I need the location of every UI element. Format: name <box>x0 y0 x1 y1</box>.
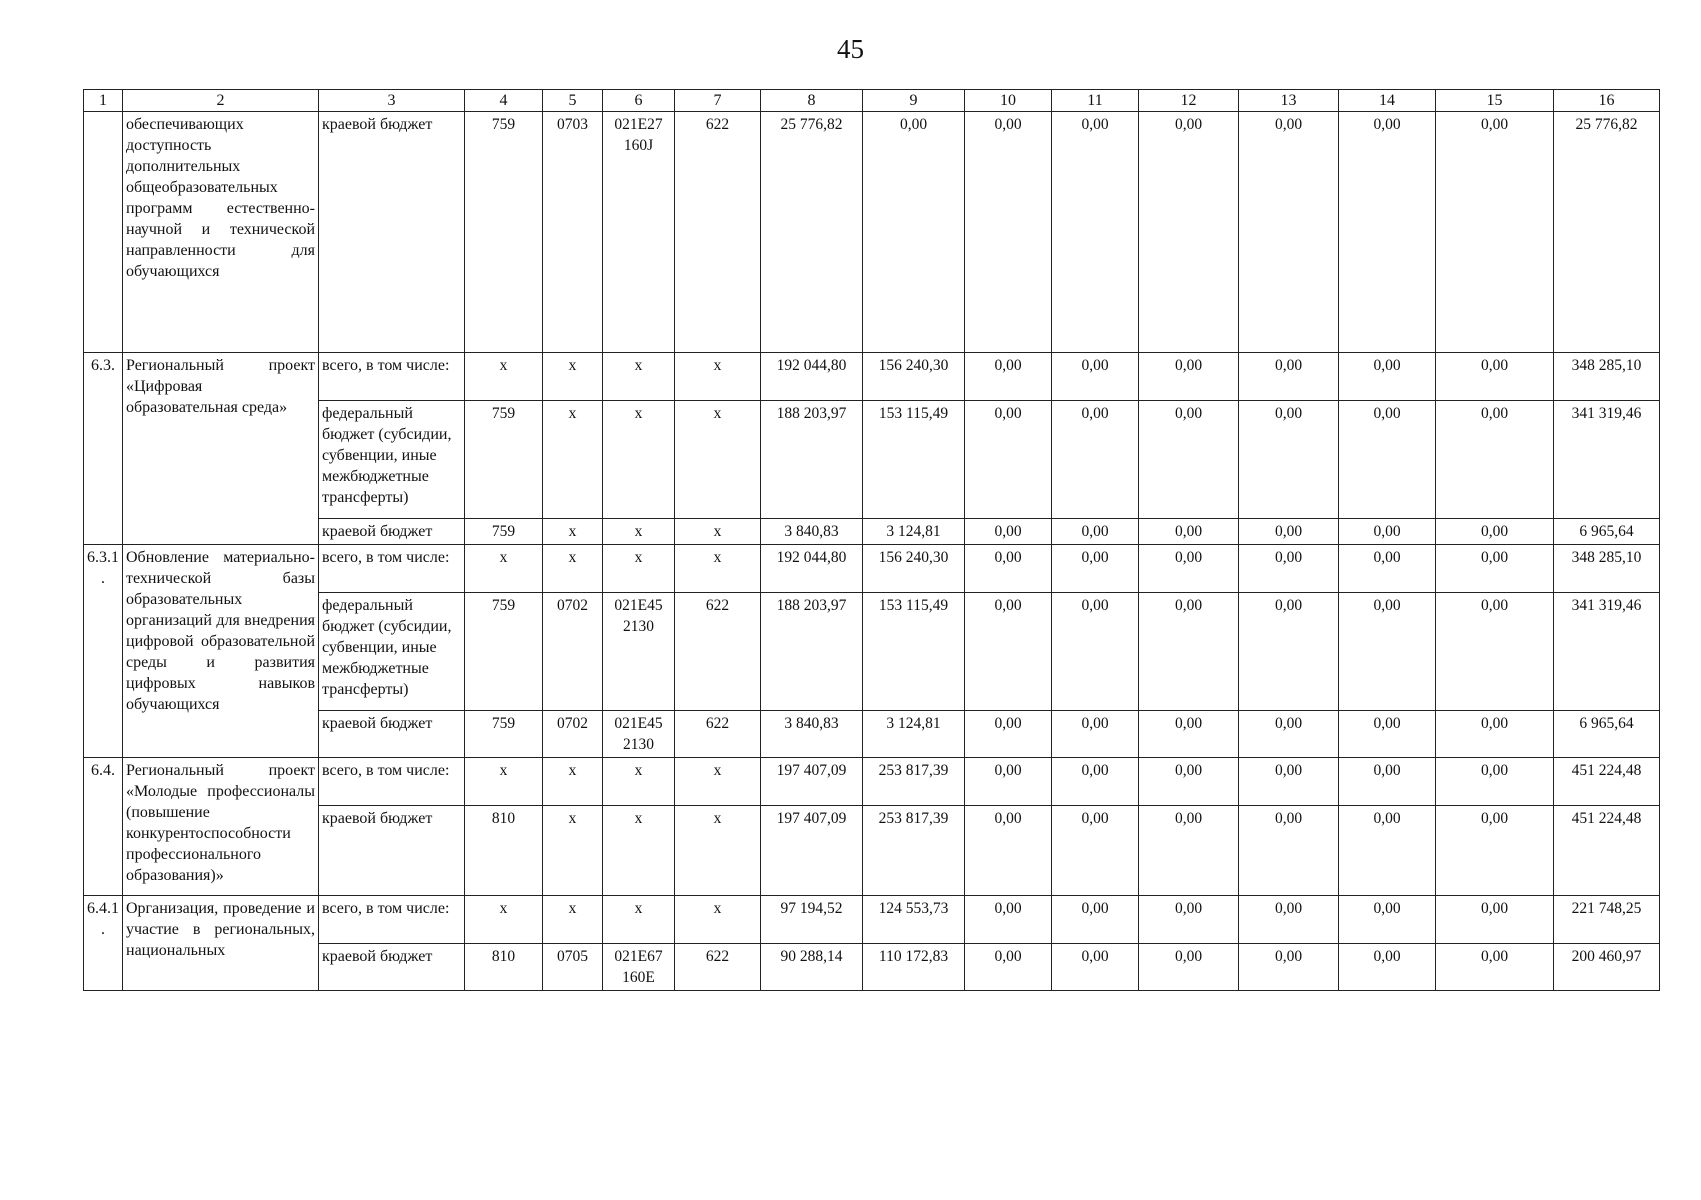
value-2019-cell: 97 194,52 <box>761 896 863 944</box>
value-2022-cell: 0,00 <box>1052 896 1139 944</box>
target-code-cell: x <box>603 401 675 519</box>
value-2024-cell: 0,00 <box>1239 758 1339 806</box>
table-row <box>84 401 1660 519</box>
section-code-cell: x <box>543 353 603 401</box>
value-2021-cell: 0,00 <box>965 806 1052 896</box>
value-2025-cell: 0,00 <box>1339 519 1436 545</box>
value-2024-cell: 0,00 <box>1239 112 1339 353</box>
header-row <box>84 90 1660 112</box>
gr-code-cell: 759 <box>465 711 543 758</box>
value-2021-cell: 0,00 <box>965 711 1052 758</box>
value-2024-cell: 0,00 <box>1239 519 1339 545</box>
value-2026-cell: 0,00 <box>1436 711 1554 758</box>
value-2025-cell: 0,00 <box>1339 593 1436 711</box>
header-cell: 4 <box>465 90 543 112</box>
funding-source-cell: всего, в том числе: <box>319 758 465 806</box>
expense-type-cell: x <box>675 519 761 545</box>
table-row <box>84 758 1660 806</box>
value-2022-cell: 0,00 <box>1052 353 1139 401</box>
expense-type-cell: x <box>675 896 761 944</box>
header-cell: 6 <box>603 90 675 112</box>
value-total-cell: 6 965,64 <box>1554 519 1660 545</box>
value-2023-cell: 0,00 <box>1139 944 1239 991</box>
header-cell: 8 <box>761 90 863 112</box>
page-number: 45 <box>837 34 864 64</box>
funding-source-cell: всего, в том числе: <box>319 896 465 944</box>
value-2021-cell: 0,00 <box>965 896 1052 944</box>
value-total-cell: 348 285,10 <box>1554 353 1660 401</box>
header-cell: 15 <box>1436 90 1554 112</box>
value-2026-cell: 0,00 <box>1436 545 1554 593</box>
value-2024-cell: 0,00 <box>1239 353 1339 401</box>
value-2020-cell: 253 817,39 <box>863 758 965 806</box>
target-code-cell: 021E67 160E <box>603 944 675 991</box>
header-cell: 1 <box>84 90 123 112</box>
value-2026-cell: 0,00 <box>1436 896 1554 944</box>
value-total-cell: 348 285,10 <box>1554 545 1660 593</box>
section-code-cell: 0702 <box>543 711 603 758</box>
header-cell: 5 <box>543 90 603 112</box>
value-2023-cell: 0,00 <box>1139 896 1239 944</box>
value-2019-cell: 3 840,83 <box>761 711 863 758</box>
table-row <box>84 519 1660 545</box>
expense-type-cell: 622 <box>675 711 761 758</box>
table-row <box>84 896 1660 944</box>
value-2020-cell: 156 240,30 <box>863 353 965 401</box>
gr-code-cell: 810 <box>465 806 543 896</box>
funding-source-cell: краевой бюджет <box>319 806 465 896</box>
value-2020-cell: 3 124,81 <box>863 711 965 758</box>
value-2022-cell: 0,00 <box>1052 711 1139 758</box>
table-row <box>84 112 1660 353</box>
value-2020-cell: 153 115,49 <box>863 593 965 711</box>
value-2020-cell: 253 817,39 <box>863 806 965 896</box>
value-2026-cell: 0,00 <box>1436 806 1554 896</box>
value-2021-cell: 0,00 <box>965 593 1052 711</box>
row-number-cell: 6.4.1. <box>84 896 123 991</box>
header-cell: 11 <box>1052 90 1139 112</box>
expense-type-cell: 622 <box>675 593 761 711</box>
value-2021-cell: 0,00 <box>965 519 1052 545</box>
gr-code-cell: x <box>465 545 543 593</box>
row-number-cell <box>84 112 123 353</box>
value-total-cell: 200 460,97 <box>1554 944 1660 991</box>
target-code-cell: 021E45 2130 <box>603 593 675 711</box>
value-2022-cell: 0,00 <box>1052 112 1139 353</box>
value-2023-cell: 0,00 <box>1139 545 1239 593</box>
funding-source-cell: федеральный бюджет (субсидии, субвенции, иные межбюджетные трансферты) <box>319 401 465 519</box>
value-2024-cell: 0,00 <box>1239 545 1339 593</box>
value-2019-cell: 192 044,80 <box>761 353 863 401</box>
gr-code-cell: 759 <box>465 593 543 711</box>
activity-name-cell: Региональный проект «Молодые профессионалы (повышение конкурентоспособности профессионального образования)» <box>123 758 319 896</box>
budget-table <box>83 89 1660 991</box>
value-2026-cell: 0,00 <box>1436 519 1554 545</box>
value-2019-cell: 188 203,97 <box>761 401 863 519</box>
value-2022-cell: 0,00 <box>1052 758 1139 806</box>
value-2023-cell: 0,00 <box>1139 758 1239 806</box>
table-body <box>84 90 1660 991</box>
value-2025-cell: 0,00 <box>1339 353 1436 401</box>
gr-code-cell: 759 <box>465 401 543 519</box>
header-cell: 13 <box>1239 90 1339 112</box>
table-row <box>84 593 1660 711</box>
value-2020-cell: 0,00 <box>863 112 965 353</box>
table-row <box>84 545 1660 593</box>
section-code-cell: x <box>543 806 603 896</box>
value-total-cell: 451 224,48 <box>1554 758 1660 806</box>
target-code-cell: 021E45 2130 <box>603 711 675 758</box>
value-2019-cell: 25 776,82 <box>761 112 863 353</box>
value-total-cell: 221 748,25 <box>1554 896 1660 944</box>
value-2019-cell: 3 840,83 <box>761 519 863 545</box>
value-2025-cell: 0,00 <box>1339 545 1436 593</box>
activity-name-cell: Региональный проект «Цифровая образовательная среда» <box>123 353 319 545</box>
value-2024-cell: 0,00 <box>1239 806 1339 896</box>
value-2021-cell: 0,00 <box>965 758 1052 806</box>
section-code-cell: 0702 <box>543 593 603 711</box>
expense-type-cell: x <box>675 401 761 519</box>
row-number-cell: 6.3. <box>84 353 123 545</box>
expense-type-cell: x <box>675 758 761 806</box>
funding-source-cell: краевой бюджет <box>319 944 465 991</box>
value-2023-cell: 0,00 <box>1139 519 1239 545</box>
expense-type-cell: x <box>675 353 761 401</box>
expense-type-cell: 622 <box>675 944 761 991</box>
gr-code-cell: x <box>465 353 543 401</box>
value-total-cell: 341 319,46 <box>1554 401 1660 519</box>
header-cell: 10 <box>965 90 1052 112</box>
value-2025-cell: 0,00 <box>1339 896 1436 944</box>
value-2021-cell: 0,00 <box>965 401 1052 519</box>
header-cell: 3 <box>319 90 465 112</box>
gr-code-cell: 759 <box>465 519 543 545</box>
value-total-cell: 25 776,82 <box>1554 112 1660 353</box>
value-total-cell: 6 965,64 <box>1554 711 1660 758</box>
value-2026-cell: 0,00 <box>1436 758 1554 806</box>
value-2024-cell: 0,00 <box>1239 944 1339 991</box>
activity-name-cell: обеспечивающих доступность дополнительных общеобразовательных программ естественно-научной и технической направленности для обучающихся <box>123 112 319 353</box>
value-2025-cell: 0,00 <box>1339 401 1436 519</box>
table-row <box>84 353 1660 401</box>
value-total-cell: 451 224,48 <box>1554 806 1660 896</box>
value-2020-cell: 110 172,83 <box>863 944 965 991</box>
value-2025-cell: 0,00 <box>1339 112 1436 353</box>
value-2019-cell: 90 288,14 <box>761 944 863 991</box>
value-2026-cell: 0,00 <box>1436 401 1554 519</box>
value-2023-cell: 0,00 <box>1139 112 1239 353</box>
row-number-cell: 6.3.1. <box>84 545 123 758</box>
value-2022-cell: 0,00 <box>1052 593 1139 711</box>
value-2019-cell: 188 203,97 <box>761 593 863 711</box>
value-2019-cell: 197 407,09 <box>761 758 863 806</box>
section-code-cell: x <box>543 401 603 519</box>
activity-name-cell: Организация, проведение и участие в региональных, национальных <box>123 896 319 991</box>
funding-source-cell: всего, в том числе: <box>319 545 465 593</box>
value-2021-cell: 0,00 <box>965 545 1052 593</box>
expense-type-cell: x <box>675 806 761 896</box>
value-2022-cell: 0,00 <box>1052 806 1139 896</box>
value-2025-cell: 0,00 <box>1339 944 1436 991</box>
header-cell: 7 <box>675 90 761 112</box>
funding-source-cell: краевой бюджет <box>319 711 465 758</box>
section-code-cell: 0705 <box>543 944 603 991</box>
target-code-cell: x <box>603 806 675 896</box>
value-2023-cell: 0,00 <box>1139 806 1239 896</box>
value-2022-cell: 0,00 <box>1052 545 1139 593</box>
value-2026-cell: 0,00 <box>1436 112 1554 353</box>
target-code-cell: x <box>603 353 675 401</box>
header-cell: 9 <box>863 90 965 112</box>
value-2021-cell: 0,00 <box>965 112 1052 353</box>
table-row <box>84 944 1660 991</box>
target-code-cell: x <box>603 519 675 545</box>
header-cell: 12 <box>1139 90 1239 112</box>
funding-source-cell: краевой бюджет <box>319 519 465 545</box>
table-row <box>84 711 1660 758</box>
header-cell: 14 <box>1339 90 1436 112</box>
gr-code-cell: 759 <box>465 112 543 353</box>
expense-type-cell: x <box>675 545 761 593</box>
value-2020-cell: 124 553,73 <box>863 896 965 944</box>
value-2019-cell: 197 407,09 <box>761 806 863 896</box>
value-2020-cell: 156 240,30 <box>863 545 965 593</box>
value-2021-cell: 0,00 <box>965 353 1052 401</box>
gr-code-cell: x <box>465 758 543 806</box>
value-2024-cell: 0,00 <box>1239 401 1339 519</box>
value-2025-cell: 0,00 <box>1339 806 1436 896</box>
section-code-cell: 0703 <box>543 112 603 353</box>
target-code-cell: x <box>603 545 675 593</box>
table-row <box>84 806 1660 896</box>
header-cell: 2 <box>123 90 319 112</box>
header-cell: 16 <box>1554 90 1660 112</box>
value-2021-cell: 0,00 <box>965 944 1052 991</box>
section-code-cell: x <box>543 896 603 944</box>
value-2026-cell: 0,00 <box>1436 593 1554 711</box>
value-total-cell: 341 319,46 <box>1554 593 1660 711</box>
section-code-cell: x <box>543 758 603 806</box>
section-code-cell: x <box>543 545 603 593</box>
target-code-cell: 021E27 160J <box>603 112 675 353</box>
value-2023-cell: 0,00 <box>1139 593 1239 711</box>
value-2023-cell: 0,00 <box>1139 401 1239 519</box>
value-2024-cell: 0,00 <box>1239 593 1339 711</box>
expense-type-cell: 622 <box>675 112 761 353</box>
funding-source-cell: краевой бюджет <box>319 112 465 353</box>
value-2020-cell: 153 115,49 <box>863 401 965 519</box>
value-2023-cell: 0,00 <box>1139 353 1239 401</box>
value-2025-cell: 0,00 <box>1339 711 1436 758</box>
funding-source-cell: федеральный бюджет (субсидии, субвенции, иные межбюджетные трансферты) <box>319 593 465 711</box>
value-2026-cell: 0,00 <box>1436 353 1554 401</box>
value-2023-cell: 0,00 <box>1139 711 1239 758</box>
target-code-cell: x <box>603 896 675 944</box>
row-number-cell: 6.4. <box>84 758 123 896</box>
funding-source-cell: всего, в том числе: <box>319 353 465 401</box>
value-2024-cell: 0,00 <box>1239 896 1339 944</box>
value-2025-cell: 0,00 <box>1339 758 1436 806</box>
value-2022-cell: 0,00 <box>1052 519 1139 545</box>
value-2026-cell: 0,00 <box>1436 944 1554 991</box>
value-2024-cell: 0,00 <box>1239 711 1339 758</box>
value-2020-cell: 3 124,81 <box>863 519 965 545</box>
gr-code-cell: 810 <box>465 944 543 991</box>
section-code-cell: x <box>543 519 603 545</box>
activity-name-cell: Обновление материально-технической базы образовательных организаций для внедрения цифровой образовательной среды и развития цифровых навыков обучающихся <box>123 545 319 758</box>
gr-code-cell: x <box>465 896 543 944</box>
value-2019-cell: 192 044,80 <box>761 545 863 593</box>
target-code-cell: x <box>603 758 675 806</box>
value-2022-cell: 0,00 <box>1052 944 1139 991</box>
value-2022-cell: 0,00 <box>1052 401 1139 519</box>
